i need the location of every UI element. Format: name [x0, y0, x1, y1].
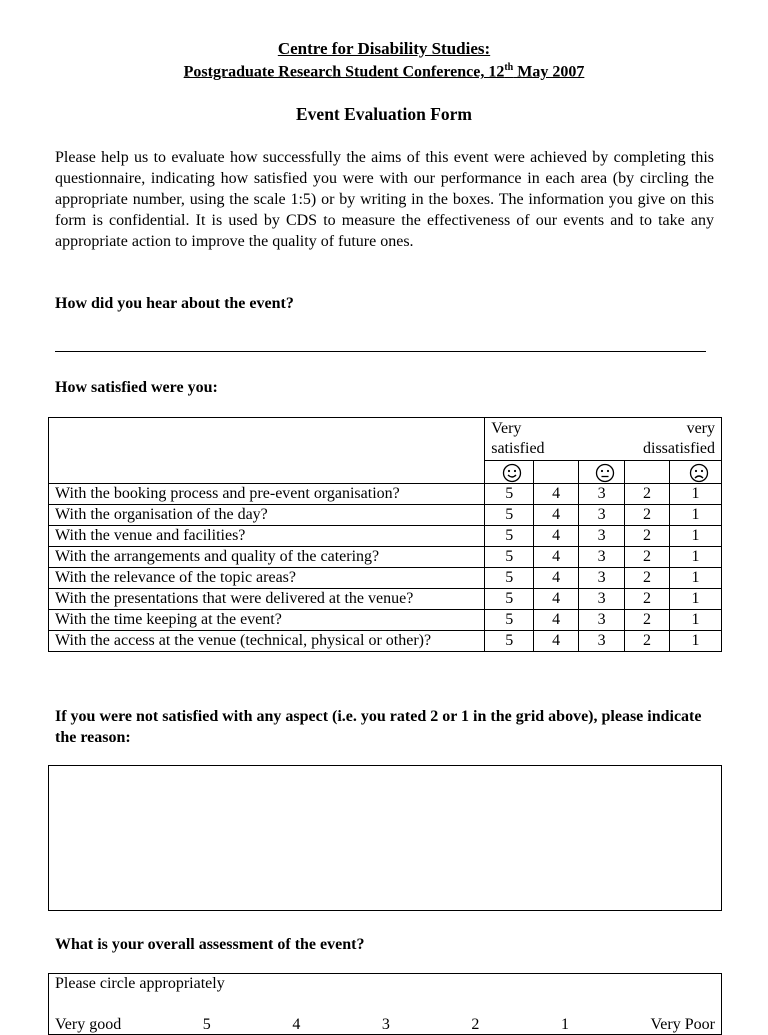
rating-option[interactable]: 2 — [625, 504, 670, 525]
grid-row — [49, 504, 722, 525]
answer-line-hear-about[interactable] — [55, 351, 706, 352]
rating-option[interactable]: 2 — [625, 525, 670, 546]
rating-option[interactable]: 1 — [670, 567, 722, 588]
grid-row-question: With the venue and facilities? — [49, 525, 485, 546]
rating-option[interactable]: 3 — [579, 504, 625, 525]
very-satisfied-bottom: satisfied — [491, 440, 545, 457]
grid-row-question: With the relevance of the topic areas? — [49, 567, 485, 588]
grid-row-question: With the arrangements and quality of the catering? — [49, 546, 485, 567]
overall-option[interactable]: 1 — [560, 1016, 569, 1033]
rating-option[interactable]: 2 — [625, 609, 670, 630]
rating-option[interactable]: 4 — [534, 567, 579, 588]
conference-subtitle: Postgraduate Research Student Conference, 12th May 2007 — [183, 62, 585, 81]
reason-textbox[interactable] — [48, 765, 722, 911]
rating-option[interactable]: 1 — [670, 504, 722, 525]
rating-option[interactable]: 4 — [534, 609, 579, 630]
rating-option[interactable]: 5 — [485, 546, 534, 567]
rating-option[interactable]: 2 — [625, 567, 670, 588]
rating-option[interactable]: 5 — [485, 609, 534, 630]
very-dissatisfied-bottom: dissatisfied — [643, 440, 715, 457]
rating-option[interactable]: 4 — [534, 588, 579, 609]
rating-option[interactable]: 1 — [670, 483, 722, 504]
grid-row — [49, 609, 722, 630]
rating-option[interactable]: 4 — [534, 630, 579, 651]
rating-option[interactable]: 5 — [485, 483, 534, 504]
rating-option[interactable]: 4 — [534, 483, 579, 504]
rating-option[interactable]: 1 — [670, 546, 722, 567]
rating-option[interactable]: 5 — [485, 525, 534, 546]
rating-option[interactable]: 3 — [579, 546, 625, 567]
question-hear-about: How did you hear about the event? — [55, 295, 294, 312]
rating-option[interactable]: 4 — [534, 546, 579, 567]
rating-option[interactable]: 3 — [579, 609, 625, 630]
grid-row-question: With the presentations that were delivered at the venue? — [49, 588, 485, 609]
rating-option[interactable]: 2 — [625, 630, 670, 651]
question-not-satisfied: If you were not satisfied with any aspect (i.e. you rated 2 or 1 in the grid above), please indicate the reason: — [55, 708, 702, 746]
rating-option[interactable]: 4 — [534, 525, 579, 546]
neutral-face-icon — [579, 461, 625, 484]
intro-paragraph: Please help us to evaluate how successfully the aims of this event were achieved by completing this questionnaire, indicating how satisfied you were with our performance in each area (by circling the appropriate number, using the scale 1:5) or by writing in the boxes. The information you give on this form is confidential. It is used by CDS to measure the effectiveness of our events and to take any appropriate action to improve the quality of future ones. — [55, 149, 714, 250]
rating-option[interactable]: 5 — [485, 588, 534, 609]
rating-option[interactable]: 3 — [579, 525, 625, 546]
rating-option[interactable]: 1 — [670, 588, 722, 609]
rating-option[interactable]: 1 — [670, 609, 722, 630]
rating-option[interactable]: 1 — [670, 525, 722, 546]
rating-option[interactable]: 3 — [579, 483, 625, 504]
grid-row — [49, 483, 722, 504]
satisfaction-grid — [48, 417, 722, 652]
grid-row — [49, 567, 722, 588]
organisation-title: Centre for Disability Studies: — [277, 39, 491, 58]
overall-scale — [55, 1016, 715, 1034]
rating-option[interactable]: 5 — [485, 504, 534, 525]
grid-scale-header — [485, 418, 722, 461]
grid-row — [49, 588, 722, 609]
overall-instruction: Please circle appropriately — [55, 975, 225, 992]
happy-face-icon — [485, 461, 534, 484]
rating-option[interactable]: 3 — [579, 567, 625, 588]
rating-option[interactable]: 2 — [625, 588, 670, 609]
grid-row — [49, 546, 722, 567]
rating-option[interactable]: 2 — [625, 546, 670, 567]
blank-face-cell — [534, 461, 579, 484]
rating-option[interactable]: 5 — [485, 567, 534, 588]
grid-row — [49, 630, 722, 651]
rating-option[interactable]: 3 — [579, 588, 625, 609]
blank-face-cell — [625, 461, 670, 484]
grid-row-question: With the access at the venue (technical, physical or other)? — [49, 630, 485, 651]
overall-option[interactable]: 4 — [292, 1016, 301, 1033]
overall-option[interactable]: 5 — [202, 1016, 211, 1033]
very-satisfied-top: Very — [491, 420, 522, 437]
overall-option[interactable]: 3 — [381, 1016, 390, 1033]
question-how-satisfied: How satisfied were you: — [55, 379, 218, 396]
overall-option[interactable]: 2 — [471, 1016, 480, 1033]
very-dissatisfied-top: very — [686, 420, 715, 437]
rating-option[interactable]: 4 — [534, 504, 579, 525]
rating-option[interactable]: 2 — [625, 483, 670, 504]
overall-assessment-box — [48, 973, 722, 1035]
grid-row-question: With the organisation of the day? — [49, 504, 485, 525]
overall-left-label: Very good — [55, 1016, 122, 1033]
rating-option[interactable]: 1 — [670, 630, 722, 651]
grid-corner — [49, 418, 485, 484]
question-overall: What is your overall assessment of the event? — [55, 936, 365, 953]
grid-row — [49, 525, 722, 546]
sad-face-icon — [670, 461, 722, 484]
overall-right-label: Very Poor — [650, 1016, 715, 1033]
rating-option[interactable]: 3 — [579, 630, 625, 651]
grid-row-question: With the time keeping at the event? — [49, 609, 485, 630]
grid-row-question: With the booking process and pre-event organisation? — [49, 483, 485, 504]
rating-option[interactable]: 5 — [485, 630, 534, 651]
form-title: Event Evaluation Form — [296, 104, 472, 124]
